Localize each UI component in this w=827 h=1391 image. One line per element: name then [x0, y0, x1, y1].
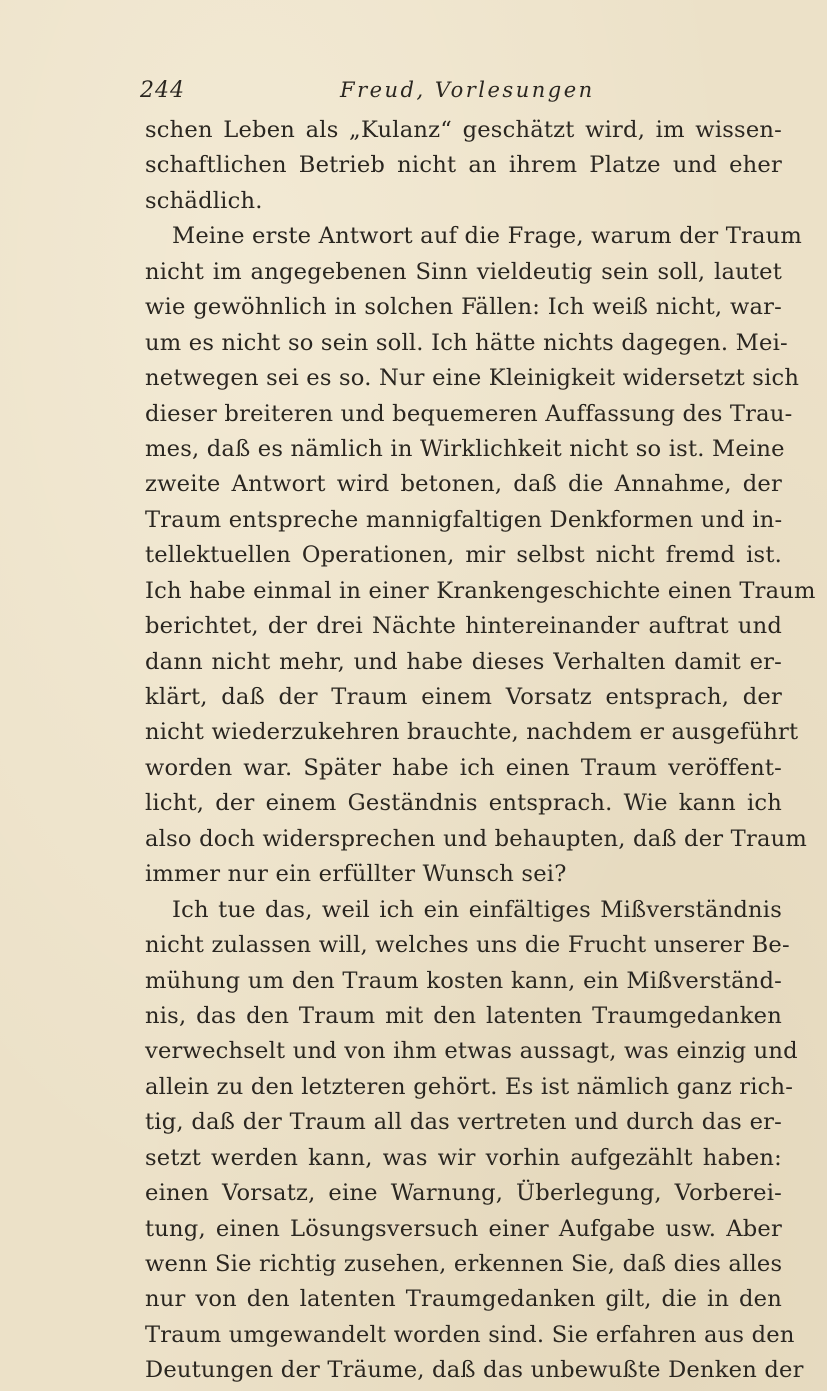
text-line: nicht wiederzukehren brauchte, nachdem er ausgeführt — [145, 719, 799, 746]
text-line: einen Vorsatz, eine Warnung, Überlegung, Vorberei- — [145, 1180, 782, 1207]
text-line: licht, der einem Geständnis entsprach. Wie kann ich — [145, 790, 782, 817]
text-line: schädlich. — [145, 187, 263, 214]
text-line: wenn Sie richtig zusehen, erkennen Sie, daß dies alles — [145, 1251, 783, 1277]
text-line: also doch widersprechen und behaupten, daß der Traum — [145, 825, 807, 852]
page-number: 244 — [140, 78, 185, 103]
text-line: immer nur ein erfüllter Wunsch sei? — [145, 861, 567, 888]
text-line: klärt, daß der Traum einem Vorsatz entsprach, der — [145, 684, 782, 710]
text-line: berichtet, der drei Nächte hintereinander auftrat und — [145, 613, 782, 640]
text-line: nur von den latenten Traumgedanken gilt, die in den — [145, 1286, 782, 1313]
text-line: Deutungen der Träume, daß das unbewußte Denken der — [145, 1357, 804, 1384]
text-line: Meine erste Antwort auf die Frage, warum der Traum — [172, 223, 803, 250]
text-line: tellektuellen Operationen, mir selbst nicht fremd ist. — [145, 542, 782, 569]
text-line: Traum umgewandelt worden sind. Sie erfahren aus den — [145, 1321, 795, 1348]
text-line: mes, daß es nämlich in Wirklichkeit nicht so ist. Meine — [145, 435, 785, 462]
text-line: schen Leben als „Kulanz“ geschätzt wird, im wissen- — [145, 117, 782, 143]
text-line: worden war. Später habe ich einen Traum veröffent- — [145, 754, 782, 781]
text-line: Ich habe einmal in einer Krankengeschichte einen Traum — [145, 577, 816, 604]
text-line: nicht zulassen will, welches uns die Frucht unserer Be- — [145, 932, 790, 959]
text-line: allein zu den letzteren gehört. Es ist nämlich ganz rich- — [145, 1073, 794, 1100]
body-text — [145, 113, 816, 1389]
text-line: tig, daß der Traum all das vertreten und durch das er- — [145, 1109, 782, 1136]
text-line: nicht im angegebenen Sinn vieldeutig sein soll, lautet — [145, 258, 782, 285]
running-title: Freud, Vorlesungen — [340, 78, 595, 102]
text-line: dieser breiteren und bequemeren Auffassung des Trau- — [145, 400, 793, 427]
text-line: tung, einen Lösungsversuch einer Aufgabe usw. Aber — [145, 1215, 782, 1242]
text-line: mühung um den Traum kosten kann, ein Mißverständ- — [145, 967, 782, 994]
text-line: um es nicht so sein soll. Ich hätte nichts dagegen. Mei- — [145, 329, 788, 356]
text-line: wie gewöhnlich in solchen Fällen: Ich weiß nicht, war- — [145, 294, 782, 321]
text-line: dann nicht mehr, und habe dieses Verhalten damit er- — [145, 648, 782, 675]
text-line: Traum entspreche mannigfaltigen Denkformen und in- — [145, 506, 783, 533]
text-line: verwechselt und von ihm etwas aussagt, was einzig und — [145, 1038, 798, 1065]
text-line: zweite Antwort wird betonen, daß die Annahme, der — [145, 471, 782, 498]
text-line: netwegen sei es so. Nur eine Kleinigkeit widersetzt sich — [145, 365, 800, 392]
running-head — [140, 78, 780, 110]
text-line: schaftlichen Betrieb nicht an ihrem Platze und eher — [145, 152, 782, 179]
text-line: nis, das den Traum mit den latenten Traumgedanken — [145, 1002, 782, 1029]
text-line: setzt werden kann, was wir vorhin aufgezählt haben: — [145, 1144, 782, 1171]
text-line: Ich tue das, weil ich ein einfältiges Mißverständnis — [172, 896, 782, 923]
